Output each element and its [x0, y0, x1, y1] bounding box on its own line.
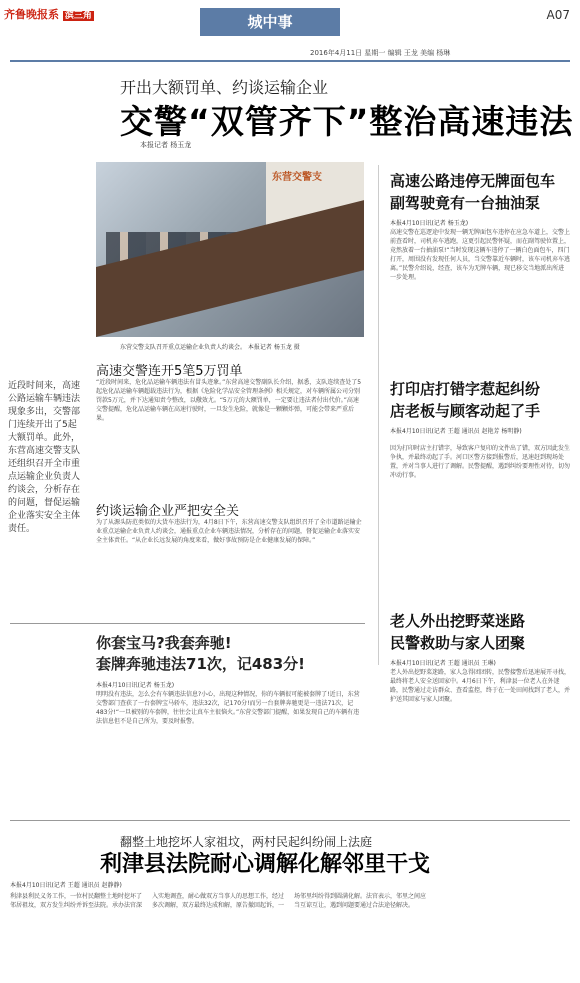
- bottom-byline: 本报4月10日讯(记者 王超 通讯员 赵静静): [10, 882, 122, 889]
- right2-headline-a: 打印店打错字惹起纠纷: [390, 380, 541, 398]
- story2-headline: 你套宝马?我套奔驰!: [96, 634, 232, 652]
- lead-subhead-1: 高速交警连开5笔5万罚单: [96, 364, 243, 379]
- photo-caption: 东营交警支队召开重点运输企业负责人约谈会。 本报记者 杨玉龙 摄: [120, 344, 300, 351]
- right1-headline-b: 副驾驶竟有一台抽油泵: [390, 194, 541, 212]
- photo-table: [96, 200, 364, 337]
- masthead-logo: 齐鲁晚报系 滨三角: [4, 8, 92, 21]
- photo-sign: 东营交警支: [272, 172, 322, 183]
- lead-body-1: “近段时间来，危化品运输车辆违法有冒头迹象。”东营高速交警副队长介绍，据悉，支队连续查处了5起危化品运输车辆超载违法行为，根据《危险化学品安全管理条例》相关规定，对车辆所属公司分别罚款5万元，并下达通知责令整改，以儆效尤。“5万元的大额罚单，一定要让违法者付出代价。”高速交警提醒，危化品运输车辆在高速行驶时，一旦发生危险，就像是一颗颗炸弹，可能会带来严重后果。: [96, 379, 362, 422]
- bottom-kicker: 翻整土地挖坏人家祖坟，两村民起纠纷闹上法庭: [120, 835, 373, 849]
- right3-headline-b: 民警救助与家人团聚: [390, 634, 526, 652]
- bottom-rule: [10, 820, 570, 821]
- bottom-headline: 利津县法院耐心调解化解邻里干戈: [100, 852, 431, 877]
- lead-body-2: 为了从源头防范类似的大货车违法行为，4月8日下午，东营高速交警支队组织召开了全市道路运输企业重点运输企业负责人约谈会，通报重点企业车辆违法情况，分析存在的问题，督促运输企业落实安全主体责任。“从企业长远发展的角度来看，做好事故预防是企业健康发展的保障。”: [96, 519, 362, 544]
- right3-body: 老人外出挖野菜迷路，家人急得团团转，民警接警后迅速展开寻找，最终将老人安全送回家中。4月6日下午，利津县一位老人在外迷路，民警通过走访群众、查看监控，终于在一处田间找到了老人，并护送其回家与家人团聚。: [390, 669, 570, 703]
- lead-subhead-2: 约谈运输企业严把安全关: [96, 504, 240, 519]
- story2-body: 明明没有违法，怎么会有车辆违法信息?小心，出现这种情况，你的车辆很可能被套牌了!近日，东营交警部门查获了一台套牌宝马轿车，违法32次，记170分!而另一台套牌奔驰更是一违法71次，记483分!“一旦被别的车套牌，往往会让真车主很恼火。”东营交警部门提醒，如果发现自己的车辆有违法信息但不是自己所为，要及时报警。: [96, 691, 360, 725]
- divider: [10, 623, 365, 624]
- bottom-story: [10, 880, 570, 976]
- lead-headline: 交警“双管齐下”整治高速违法: [120, 102, 574, 141]
- page-header: [0, 0, 580, 30]
- lead-intro: 近段时间来，高速公路运输车辆违法现象多出，交警部门连续开出了5起大额罚单。此外，东营高速交警支队还组织召开全市重点运输企业负责人约谈会，分析存在的问题，督促运输企业落实安全主体责任。: [8, 381, 81, 534]
- meeting-photo: [96, 162, 364, 337]
- right1-headline-a: 高速公路违停无牌面包车: [390, 172, 556, 190]
- section-title: 城中事: [200, 8, 340, 36]
- bottom-body: 利津县利民义务工作，一位村民翻整土地时挖坏了邻居祖坟，双方发生纠纷并诉至法院。承办法官深入实地调查，耐心做双方当事人的思想工作，经过多次调解，双方最终达成和解，原告撤回起诉，一场邻里纠纷得到圆满化解。法官表示，邻里之间应当互谅互让，遇到问题要通过合法途径解决。: [10, 893, 427, 909]
- lead-byline: 本报记者 杨玉龙: [140, 141, 192, 149]
- header-rule: [10, 60, 570, 62]
- right2-headline-b: 店老板与顾客动起了手: [390, 402, 541, 420]
- right1-body: 高速交警在巡逻途中发现一辆无牌面包车违停在应急车道上，交警上前查看时，司机弃车逃跑，这更引起民警怀疑，而在副驾驶位置上，竟然放着一台抽油泵!“当时发现这辆车违停了一辆白色面包车，四门打开，周围没有发现任何人员，当交警靠近车辆时，该车司机弃车逃离。”民警介绍说，经查，该车为无牌车辆，现已移交当地派出所进一步处理。: [390, 229, 570, 281]
- dateline: 2016年4月11日 星期一 编辑 王龙 美编 杨琳: [310, 49, 451, 57]
- lead-kicker: 开出大额罚单、约谈运输企业: [120, 78, 329, 97]
- story2-byline: 本报4月10日讯(记者 杨玉龙): [96, 682, 175, 689]
- right3-headline-a: 老人外出挖野菜迷路: [390, 612, 526, 630]
- paper-name: 齐鲁晚报: [4, 8, 48, 21]
- right2-byline: 本报4月10日讯(记者 王超 通讯员 赵艳芳 杨明静): [390, 428, 522, 435]
- edition-badge: 滨三角: [64, 11, 92, 21]
- right2-body: 因为打印时店主打错字，导致客户复印的文件出了错，双方因此发生争执，并最终动起了手。河口区警方接到报警后，迅速赶到现场处置，并对当事人进行了调解。民警提醒，遇到纠纷要理性对待，切勿冲动行事。: [390, 445, 570, 479]
- column-separator: [378, 165, 379, 665]
- page-number: A07: [546, 8, 570, 22]
- right3-byline: 本报4月10日讯(记者 王超 通讯员 王琳): [390, 660, 496, 667]
- story2-subheadline: 套牌奔驰违法71次，记483分!: [96, 655, 306, 673]
- right1-byline: 本报4月10日讯(记者 杨玉龙): [390, 220, 469, 227]
